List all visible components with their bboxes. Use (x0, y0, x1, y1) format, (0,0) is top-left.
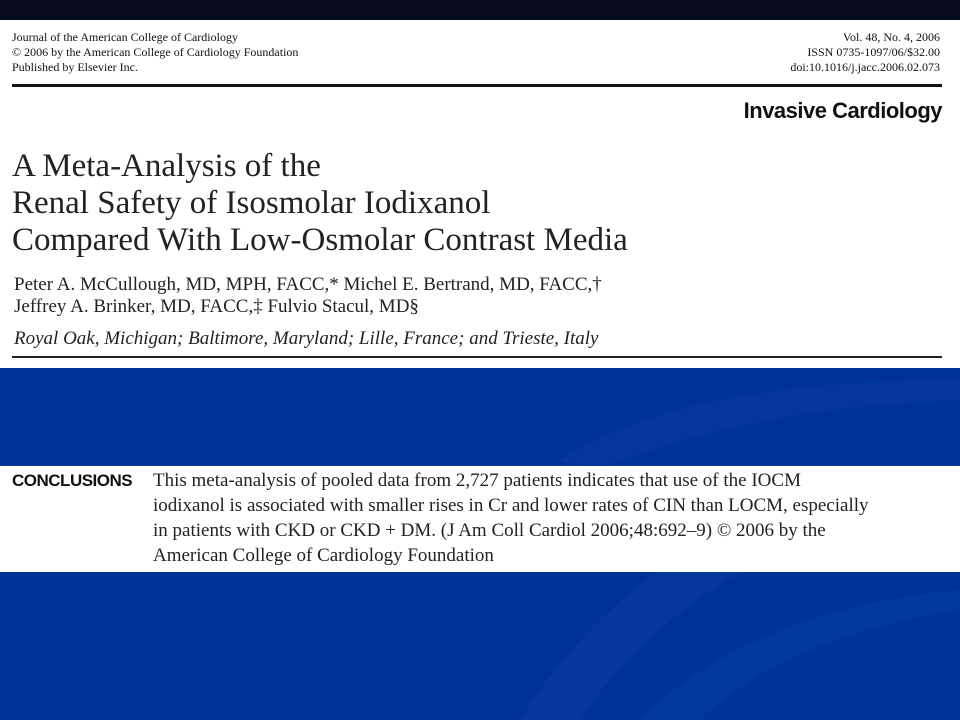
article-header-panel (0, 20, 960, 368)
journal-line: © 2006 by the American College of Cardiology Foundation (12, 45, 299, 59)
conclusions-panel (0, 466, 960, 572)
affiliations: Royal Oak, Michigan; Baltimore, Maryland; Lille, France; and Trieste, Italy (14, 328, 599, 349)
conclusions-label: CONCLUSIONS (12, 471, 133, 490)
section-label: Invasive Cardiology (743, 98, 942, 123)
conclusions-line: American College of Cardiology Foundation (153, 545, 494, 566)
title-line: A Meta-Analysis of the (12, 148, 321, 184)
author-line: Peter A. McCullough, MD, MPH, FACC,* Michel E. Bertrand, MD, FACC,† (14, 274, 602, 295)
issue-line: ISSN 0735-1097/06/$32.00 (807, 45, 940, 59)
conclusions-line: in patients with CKD or CKD + DM. (J Am Coll Cardiol 2006;48:692–9) © 2006 by the (153, 520, 826, 541)
header-bottom-rule (12, 356, 942, 358)
article-title (12, 148, 628, 259)
journal-line: Published by Elsevier Inc. (12, 60, 138, 74)
conclusions-line: iodixanol is associated with smaller rises in Cr and lower rates of CIN than LOCM, especially (153, 495, 869, 516)
conclusions-line: This meta-analysis of pooled data from 2,727 patients indicates that use of the IOCM (153, 470, 801, 491)
author-list (14, 274, 602, 318)
journal-info (12, 30, 298, 75)
issue-line: doi:10.1016/j.jacc.2006.02.073 (790, 60, 940, 74)
journal-line: Journal of the American College of Cardiology (12, 30, 238, 44)
header-divider (12, 84, 942, 87)
issue-line: Vol. 48, No. 4, 2006 (842, 30, 940, 44)
author-line: Jeffrey A. Brinker, MD, FACC,‡ Fulvio Stacul, MD§ (14, 296, 419, 317)
title-line: Compared With Low-Osmolar Contrast Media (12, 222, 628, 258)
conclusions-text (153, 468, 948, 568)
issue-info (790, 30, 940, 75)
title-line: Renal Safety of Isosmolar Iodixanol (12, 185, 491, 221)
